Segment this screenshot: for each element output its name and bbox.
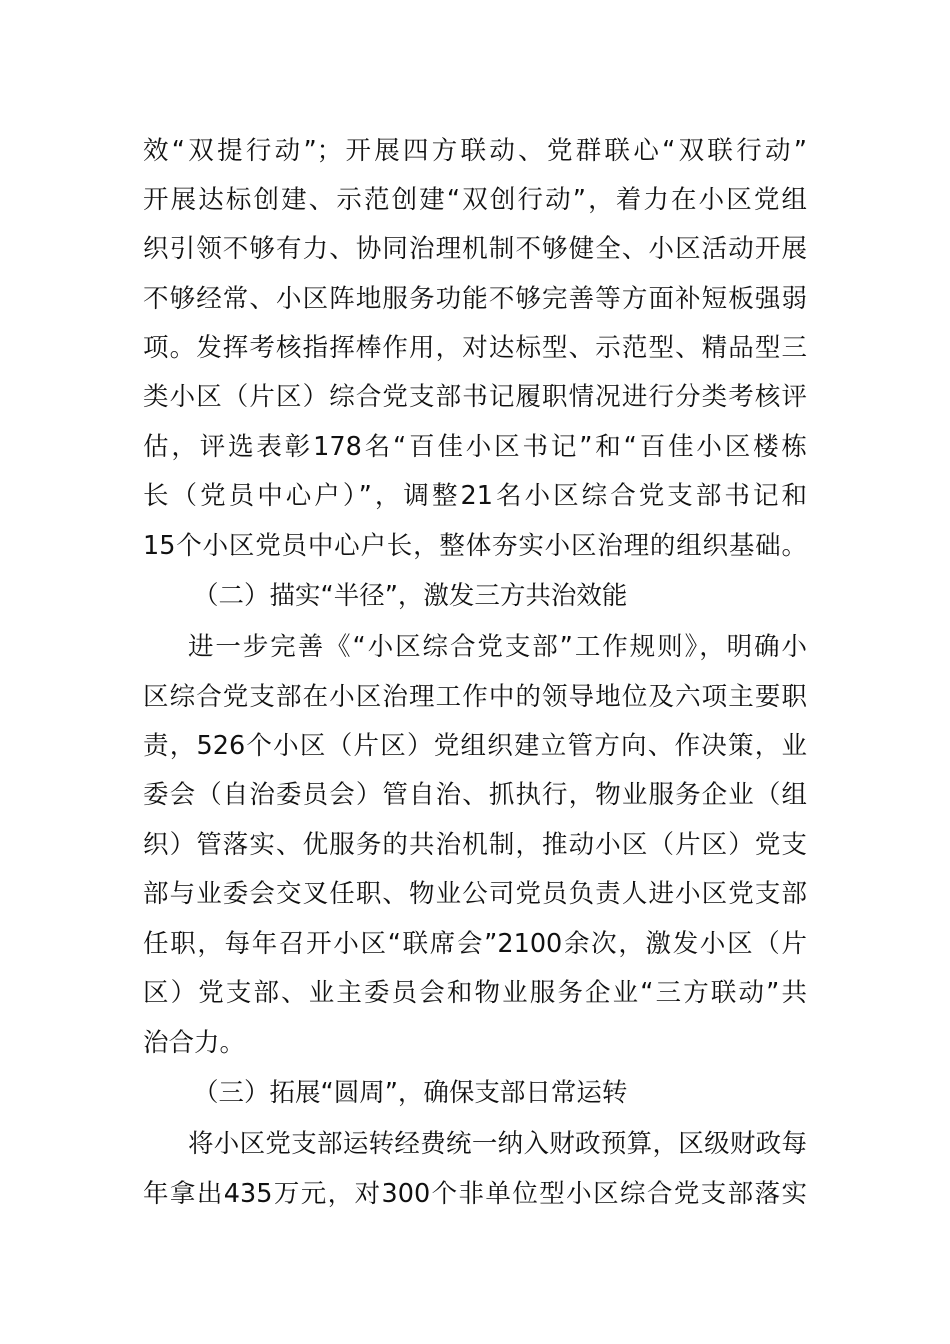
- text-line: 将小区党支部运转经费统一纳入财政预算，区级财政每: [188, 1129, 807, 1159]
- text-line: 估，评选表彰178名“百佳小区书记”和“百佳小区楼栋: [143, 432, 807, 462]
- text-line: 类小区（片区）综合党支部书记履职情况进行分类考核评: [143, 382, 807, 412]
- text-line: 15个小区党员中心户长，整体夯实小区治理的组织基础。: [143, 531, 807, 561]
- text-line: 治合力。: [143, 1028, 246, 1058]
- text-line: 区）党支部、业主委员会和物业服务企业“三方联动”共: [143, 978, 807, 1008]
- text-line: 责，526个小区（片区）党组织建立管方向、作决策，业: [143, 731, 807, 761]
- text-line: 委会（自治委员会）管自治、抓执行，物业服务企业（组: [143, 780, 807, 810]
- text-line: 任职，每年召开小区“联席会”2100余次，激发小区（片: [143, 929, 807, 959]
- section-heading: （三）拓展“圆周”，确保支部日常运转: [193, 1078, 628, 1108]
- text-line: 长（党员中心户）”，调整21名小区综合党支部书记和: [143, 481, 807, 511]
- text-line: 织引领不够有力、协同治理机制不够健全、小区活动开展: [143, 234, 807, 264]
- text-line: 不够经常、小区阵地服务功能不够完善等方面补短板强弱: [143, 284, 807, 314]
- text-line: 进一步完善《“小区综合党支部”工作规则》，明确小: [188, 632, 807, 662]
- text-line: 项。发挥考核指挥棒作用，对达标型、示范型、精品型三: [143, 333, 807, 363]
- text-line: 效“双提行动”；开展四方联动、党群联心“双联行动”: [143, 136, 807, 166]
- text-line: 织）管落实、优服务的共治机制，推动小区（片区）党支: [143, 830, 807, 860]
- text-line: 年拿出435万元，对300个非单位型小区综合党支部落实: [143, 1179, 807, 1209]
- text-line: 区综合党支部在小区治理工作中的领导地位及六项主要职: [143, 682, 807, 712]
- section-heading: （二）描实“半径”，激发三方共治效能: [193, 581, 628, 611]
- text-line: 开展达标创建、示范创建“双创行动”，着力在小区党组: [143, 185, 807, 215]
- text-line: 部与业委会交叉任职、物业公司党员负责人进小区党支部: [143, 879, 807, 909]
